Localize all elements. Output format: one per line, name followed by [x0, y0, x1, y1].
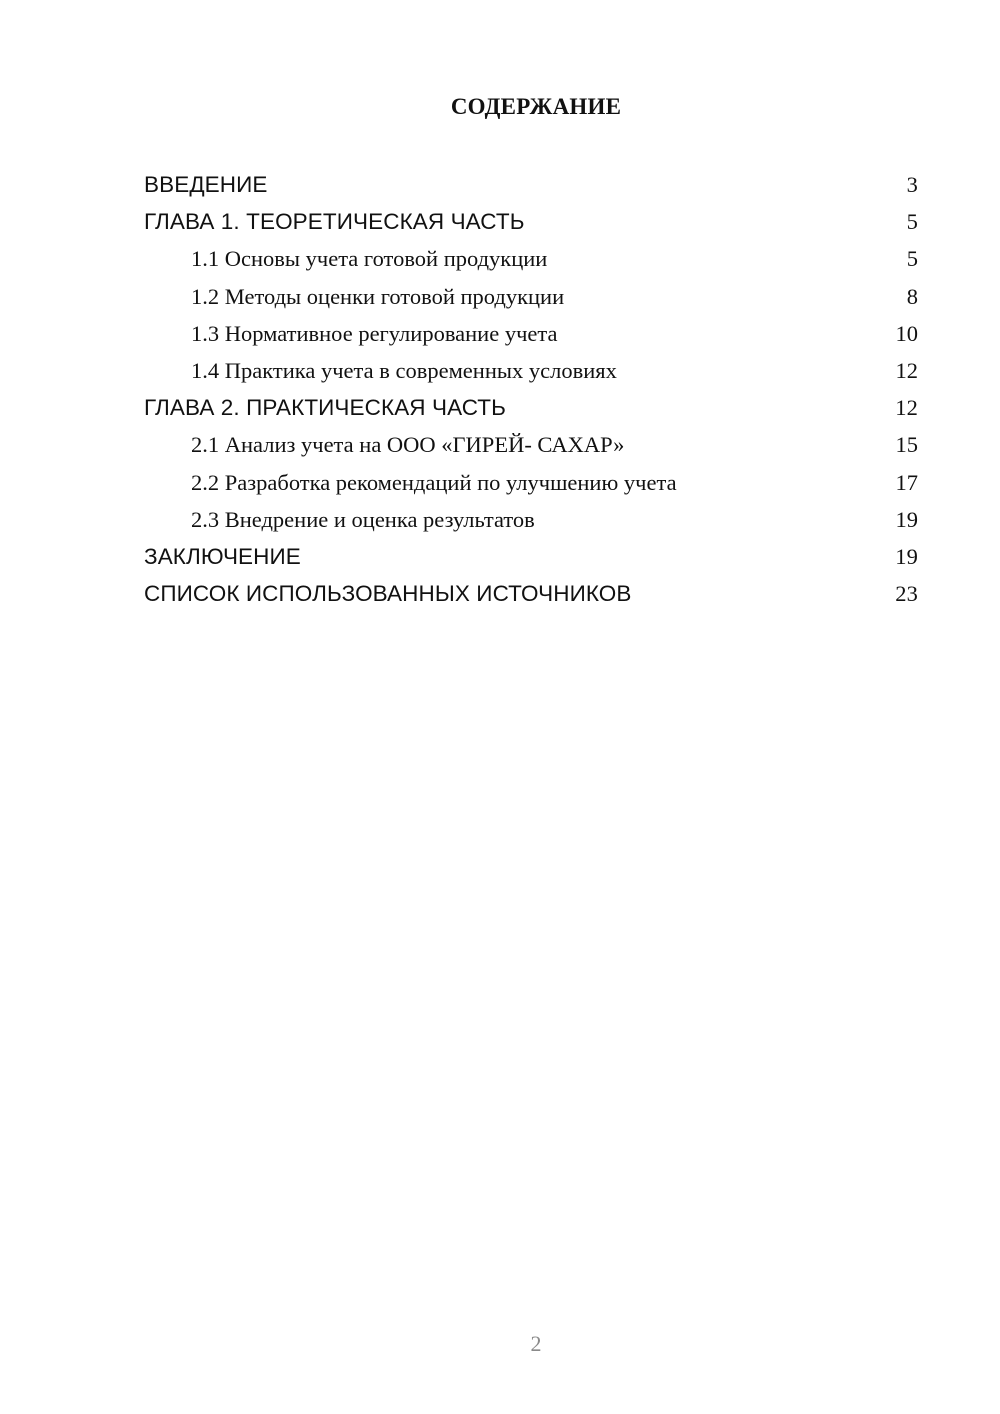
toc-entry-page: 23: [895, 581, 918, 607]
toc-entry-text: 2.2 Разработка рекомендаций по улучшению учета: [191, 469, 677, 495]
toc-entry-page: 19: [895, 506, 918, 532]
toc-entry-text: ВВЕДЕНИЕ: [144, 172, 268, 197]
toc-entry-page: 19: [895, 543, 918, 569]
toc-entry-text: 1.3 Нормативное регулирование учета: [191, 320, 558, 346]
toc-entry-references[interactable]: [144, 575, 918, 612]
toc-entry-page: 12: [895, 395, 918, 421]
toc-entry-section-2-3[interactable]: [144, 501, 918, 538]
toc-entry-section-1-2[interactable]: [144, 278, 918, 315]
toc-entry-page: 10: [895, 320, 918, 346]
toc-entry-page: 5: [906, 209, 918, 235]
toc-entry-text: 2.1 Анализ учета на ООО «ГИРЕЙ- САХАР»: [191, 432, 625, 458]
toc-entry-text: ГЛАВА 2. ПРАКТИЧЕСКАЯ ЧАСТЬ: [144, 395, 507, 421]
toc-title: СОДЕРЖАНИЕ: [450, 94, 622, 119]
toc-entry-introduction[interactable]: [144, 166, 918, 203]
toc-entry-section-1-3[interactable]: [144, 315, 918, 352]
toc-entry-page: 12: [895, 357, 918, 383]
toc-entry-section-1-4[interactable]: [144, 352, 918, 389]
toc-entry-text: 1.2 Методы оценки готовой продукции: [191, 283, 565, 309]
toc-entry-text: СПИСОК ИСПОЛЬЗОВАННЫХ ИСТОЧНИКОВ: [144, 581, 632, 607]
toc-entry-text: 1.4 Практика учета в современных условиях: [191, 357, 617, 383]
toc-entry-text: ГЛАВА 1. ТЕОРЕТИЧЕСКАЯ ЧАСТЬ: [144, 209, 525, 235]
toc-entry-chapter-1[interactable]: [144, 203, 918, 240]
toc-entry-page: 3: [906, 172, 918, 197]
toc-entry-section-2-2[interactable]: [144, 464, 918, 501]
toc-entry-section-1-1[interactable]: [144, 240, 918, 277]
toc-entry-section-2-1[interactable]: [144, 426, 918, 463]
toc-entry-text: 2.3 Внедрение и оценка результатов: [191, 506, 535, 532]
toc-entry-page: 17: [895, 469, 918, 495]
toc-entry-text: 1.1 Основы учета готовой продукции: [191, 246, 548, 272]
toc-entry-page: 8: [906, 283, 918, 309]
toc-entry-conclusion[interactable]: [144, 538, 918, 575]
toc-entry-page: 15: [895, 432, 918, 458]
table-of-contents: [144, 166, 918, 612]
toc-entry-chapter-2[interactable]: [144, 389, 918, 426]
page-number: 2: [530, 1331, 542, 1356]
toc-entry-page: 5: [906, 246, 918, 272]
toc-entry-text: ЗАКЛЮЧЕНИЕ: [144, 543, 301, 569]
